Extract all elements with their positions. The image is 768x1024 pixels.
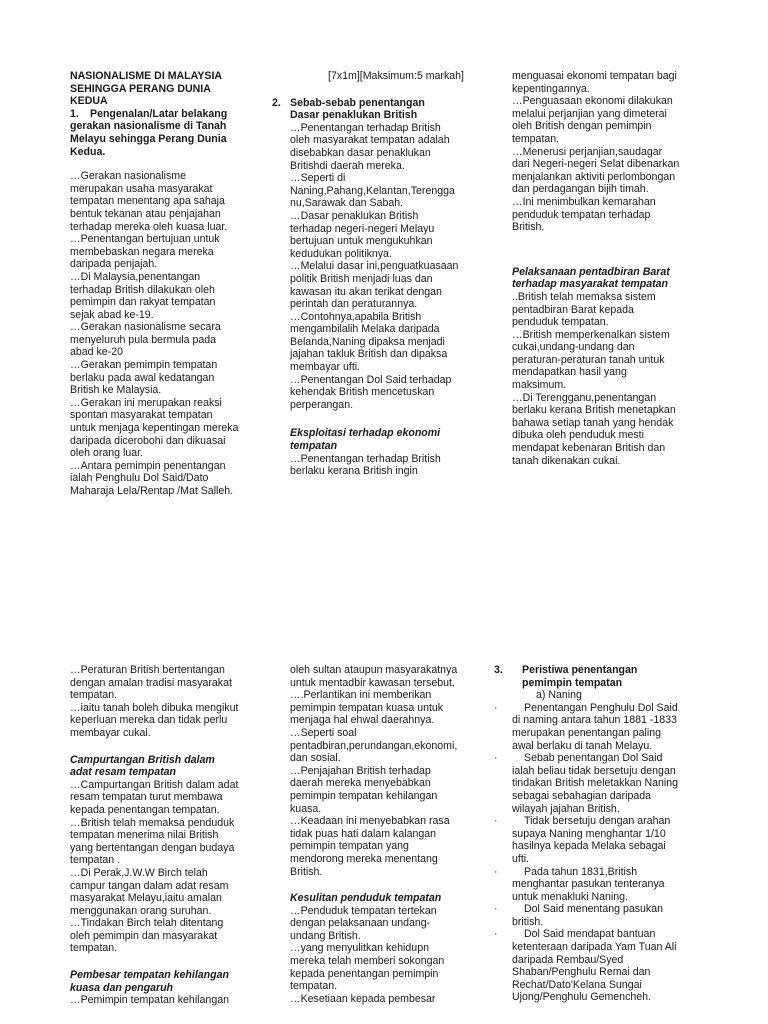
bullet-mark: · (494, 701, 498, 714)
list-item (494, 866, 724, 904)
bottom-column-1 (70, 664, 265, 1007)
western-administration-heading: Pelaksanaan pentadbiran Barat terhadap masyarakat tempatan (512, 265, 670, 291)
bullet-text: Dol Said mendapat bantuan ketenteraan daripada Yam Tuan Ali daripada Rembau/Syed Shaban/Penghulu Remai dan Rechat/Dato'Kelana Sungai Ujong/Penghulu Gemencheh. (512, 928, 677, 1004)
bullet-mark: · (494, 928, 498, 941)
hardship-body: …Penduduk tempatan tertekan dengan pelaksanaan undang- undang British. …yang menyulitkan kehidupn mereka telah memberi sokongan kepada penentangan pemimpin tempatan. …Kesetiaan kepada pembesar (290, 904, 445, 1005)
bullet-text: Sebab penentangan Dol Said ialah beliau tidak bersetuju dengan tindakan British meletakkan Naning sebagai sebahagian daripada wilayah jajahan British. (512, 752, 679, 815)
economic-exploitation-continued: menguasai ekonomi tempatan bagi kepentingannya. …Penguasaan ekonomi dilakukan melalui perjanjian yang dimeterai oleh British dengan pemimpin tempatan. …Menerusi perjanjian,saudagar dari Negeri-negeri Selat dibenarkan menjalankan aktiviti perlombongan dan perdagangan bijih timah. …Ini menimbulkan kemarahan penduduk tempatan terhadap British. (512, 70, 680, 234)
economic-exploitation-heading: Eksploitasi terhadap ekonomi tempatan (290, 427, 441, 453)
economic-exploitation-body: …Penentangan terhadap British berlaku kerana British ingin (290, 452, 441, 478)
top-column-3 (512, 70, 717, 467)
bullet-mark: · (494, 752, 498, 765)
hardship-heading: Kesulitan penduduk tempatan (290, 892, 442, 905)
customs-interference-body: …Campurtangan British dalam adat resam tempatan turut membawa kepada penentangan tempatan. …British telah memaksa penduduk tempatan menerima nilai British yang bertentangan dengan budaya tempatan . …Di Perak,J.W.W Birch telah campur tangan dalam adat resam masyarakat Melayu,iaitu amalan menggunakan orang suruhan. …Tindakan Birch telah ditentang oleh pemimpin dan masyarakat tempatan. (70, 778, 239, 955)
top-column-1 (70, 70, 260, 498)
section-2-heading (272, 97, 487, 122)
bullet-text: Pada tahun 1831,British menghantar pasukan tenteranya untuk menakluki Naning. (512, 865, 665, 903)
list-item (494, 903, 724, 928)
list-item (494, 928, 724, 1004)
local-chiefs-body: …Pemimpin tempatan kehilangan (70, 994, 229, 1007)
bottom-column-3 (494, 664, 724, 1004)
bottom-column-2 (290, 664, 490, 1005)
section-3-number: 3. (494, 664, 503, 676)
section-1-heading-line: Pengenalan/Latar belakang (90, 107, 228, 120)
bullet-mark: · (494, 865, 498, 878)
bullet-mark: · (494, 815, 498, 828)
section-2-heading-text: Sebab-sebab penentangan Dasar penaklukan British (290, 96, 425, 122)
subsection-naning: a) Naning (536, 689, 582, 702)
section-2-body: …Penentangan terhadap British oleh masyarakat tempatan adalah disebabkan dasar penaklukan Britishdi daerah mereka. …Seperti di Naning,Pahang,Kelantan,Terengga nu,Sarawak dan Sabah. …Dasar penaklukan British terhadap negeri-negeri Melayu bertujuan untuk mengukuhkan kedudukan politiknya. …Melalui dasar ini,penguatkuasaan politik British menjadi luas dan kawasan itu akan terikat dengan perintah dan peraturannya. …Contohnya,apabila British mengambilalih Melaka daripada Belanda,Naning dipaksa menjadi jajahan takluk British dan dipaksa membayar ufti. …Penentangan Dol Said terhadap kehendak British mencetuskan perperangan. (290, 121, 459, 411)
list-item (494, 752, 724, 815)
bullet-text: Tidak bersetuju dengan arahan supaya Naning menghantar 1/10 hasilnya kepada Melaka sebagai ufti. (512, 815, 671, 865)
western-administration-body: ..British telah memaksa sistem pentadbiran Barat kepada penduduk tempatan. …British memperkenalkan sistem cukai,undang-undang dan peraturan-peraturan tanah untuk mendapatkan hasil yang maksimum. …Di Terengganu,penentangan berlaku kerana British menetapkan bahawa setiap tanah yang hendak dibuka oleh penduduk mesti mendapat kebenaran British dan tanah dikenakan cukai. (512, 290, 676, 467)
section-3-heading (494, 664, 724, 689)
list-item (494, 702, 724, 752)
section-1-heading (70, 108, 260, 121)
list-item (494, 815, 724, 865)
section-3-heading-text: Peristiwa penentangan pemimpin tempatan (522, 664, 638, 689)
customs-interference-heading: Campurtangan British dalam adat resam tempatan (70, 753, 215, 779)
local-chiefs-continued: oleh sultan ataupun masyarakatnya untuk mentadbir kawasan tersebut. ….Perlantikan ini memberikan pemimpin tempatan kuasa untuk menjaga hal ehwal daerahnya. …Seperti soal pentadbiran,perundangan,ekonomi, dan sosial. …Penjajahan British terhadap daerah mereka menyebabkan pemimpin tempatan kehilangan kuasa. …Keadaan ini menyebabkan rasa tidak puas hati dalam kalangan pemimpin tempatan yang mendorong mereka menentang British. (290, 664, 458, 878)
tradition-conflict-body: …Peraturan British bertentangan dengan amalan tradisi masyarakat tempatan. …iaitu tanah boleh dibuka mengikut keperluan mereka dan tidak perlu membayar cukai. (70, 664, 239, 739)
local-chiefs-heading: Pembesar tempatan kehilangan kuasa dan pengaruh (70, 969, 229, 994)
bullet-text: Penentangan Penghulu Dol Said di naming antara tahun 1881 -1833 merupakan penentangan paling awal berlaku di tanah Melayu. (512, 701, 678, 752)
section-2-number: 2. (272, 96, 281, 109)
naning-bullet-list (494, 702, 724, 1004)
section-1-body: …Gerakan nasionalisme merupakan usaha masyarakat tempatan menentang apa sahaja bentuk tekanan atau penjajahan terhadap mereka oleh kuasa luar. …Penentangan bertujuan untuk membebaskan negara mereka daripada penjajah. …Di Malaysia,penentangan terhadap British dilakukan oleh pemimpin dan rakyat tempatan sejak abad ke-19. …Gerakan nasionalisme secara menyeluruh pula bermula pada abad ke-20 …Gerakan pemimpin tempatan berlaku pada awal kedatangan British ke Malaysia. …Gerakan ini merupakan reaksi spontan masyarakat tempatan untuk menjaga kepentingan mereka daripada dicerobohi dan dikuasai oleh orang luar. …Antara pemimpin penentangan ialah Penghulu Dol Said/Dato Maharaja Lela/Rentap /Mat Salleh. (70, 170, 239, 497)
marks-note: [7x1m][Maksimum:5 markah] (328, 70, 464, 82)
document-title: NASIONALISME DI MALAYSIA SEHINGGA PERANG DUNIA KEDUA (70, 70, 223, 108)
bullet-mark: · (494, 903, 498, 916)
bullet-text: Dol Said menentang pasukan british. (512, 903, 663, 928)
section-1-heading-rest: gerakan nasionalisme di Tanah Melayu sehingga Perang Dunia Kedua. (70, 120, 227, 158)
top-column-2 (272, 70, 487, 478)
section-1-number: 1. (70, 107, 79, 120)
